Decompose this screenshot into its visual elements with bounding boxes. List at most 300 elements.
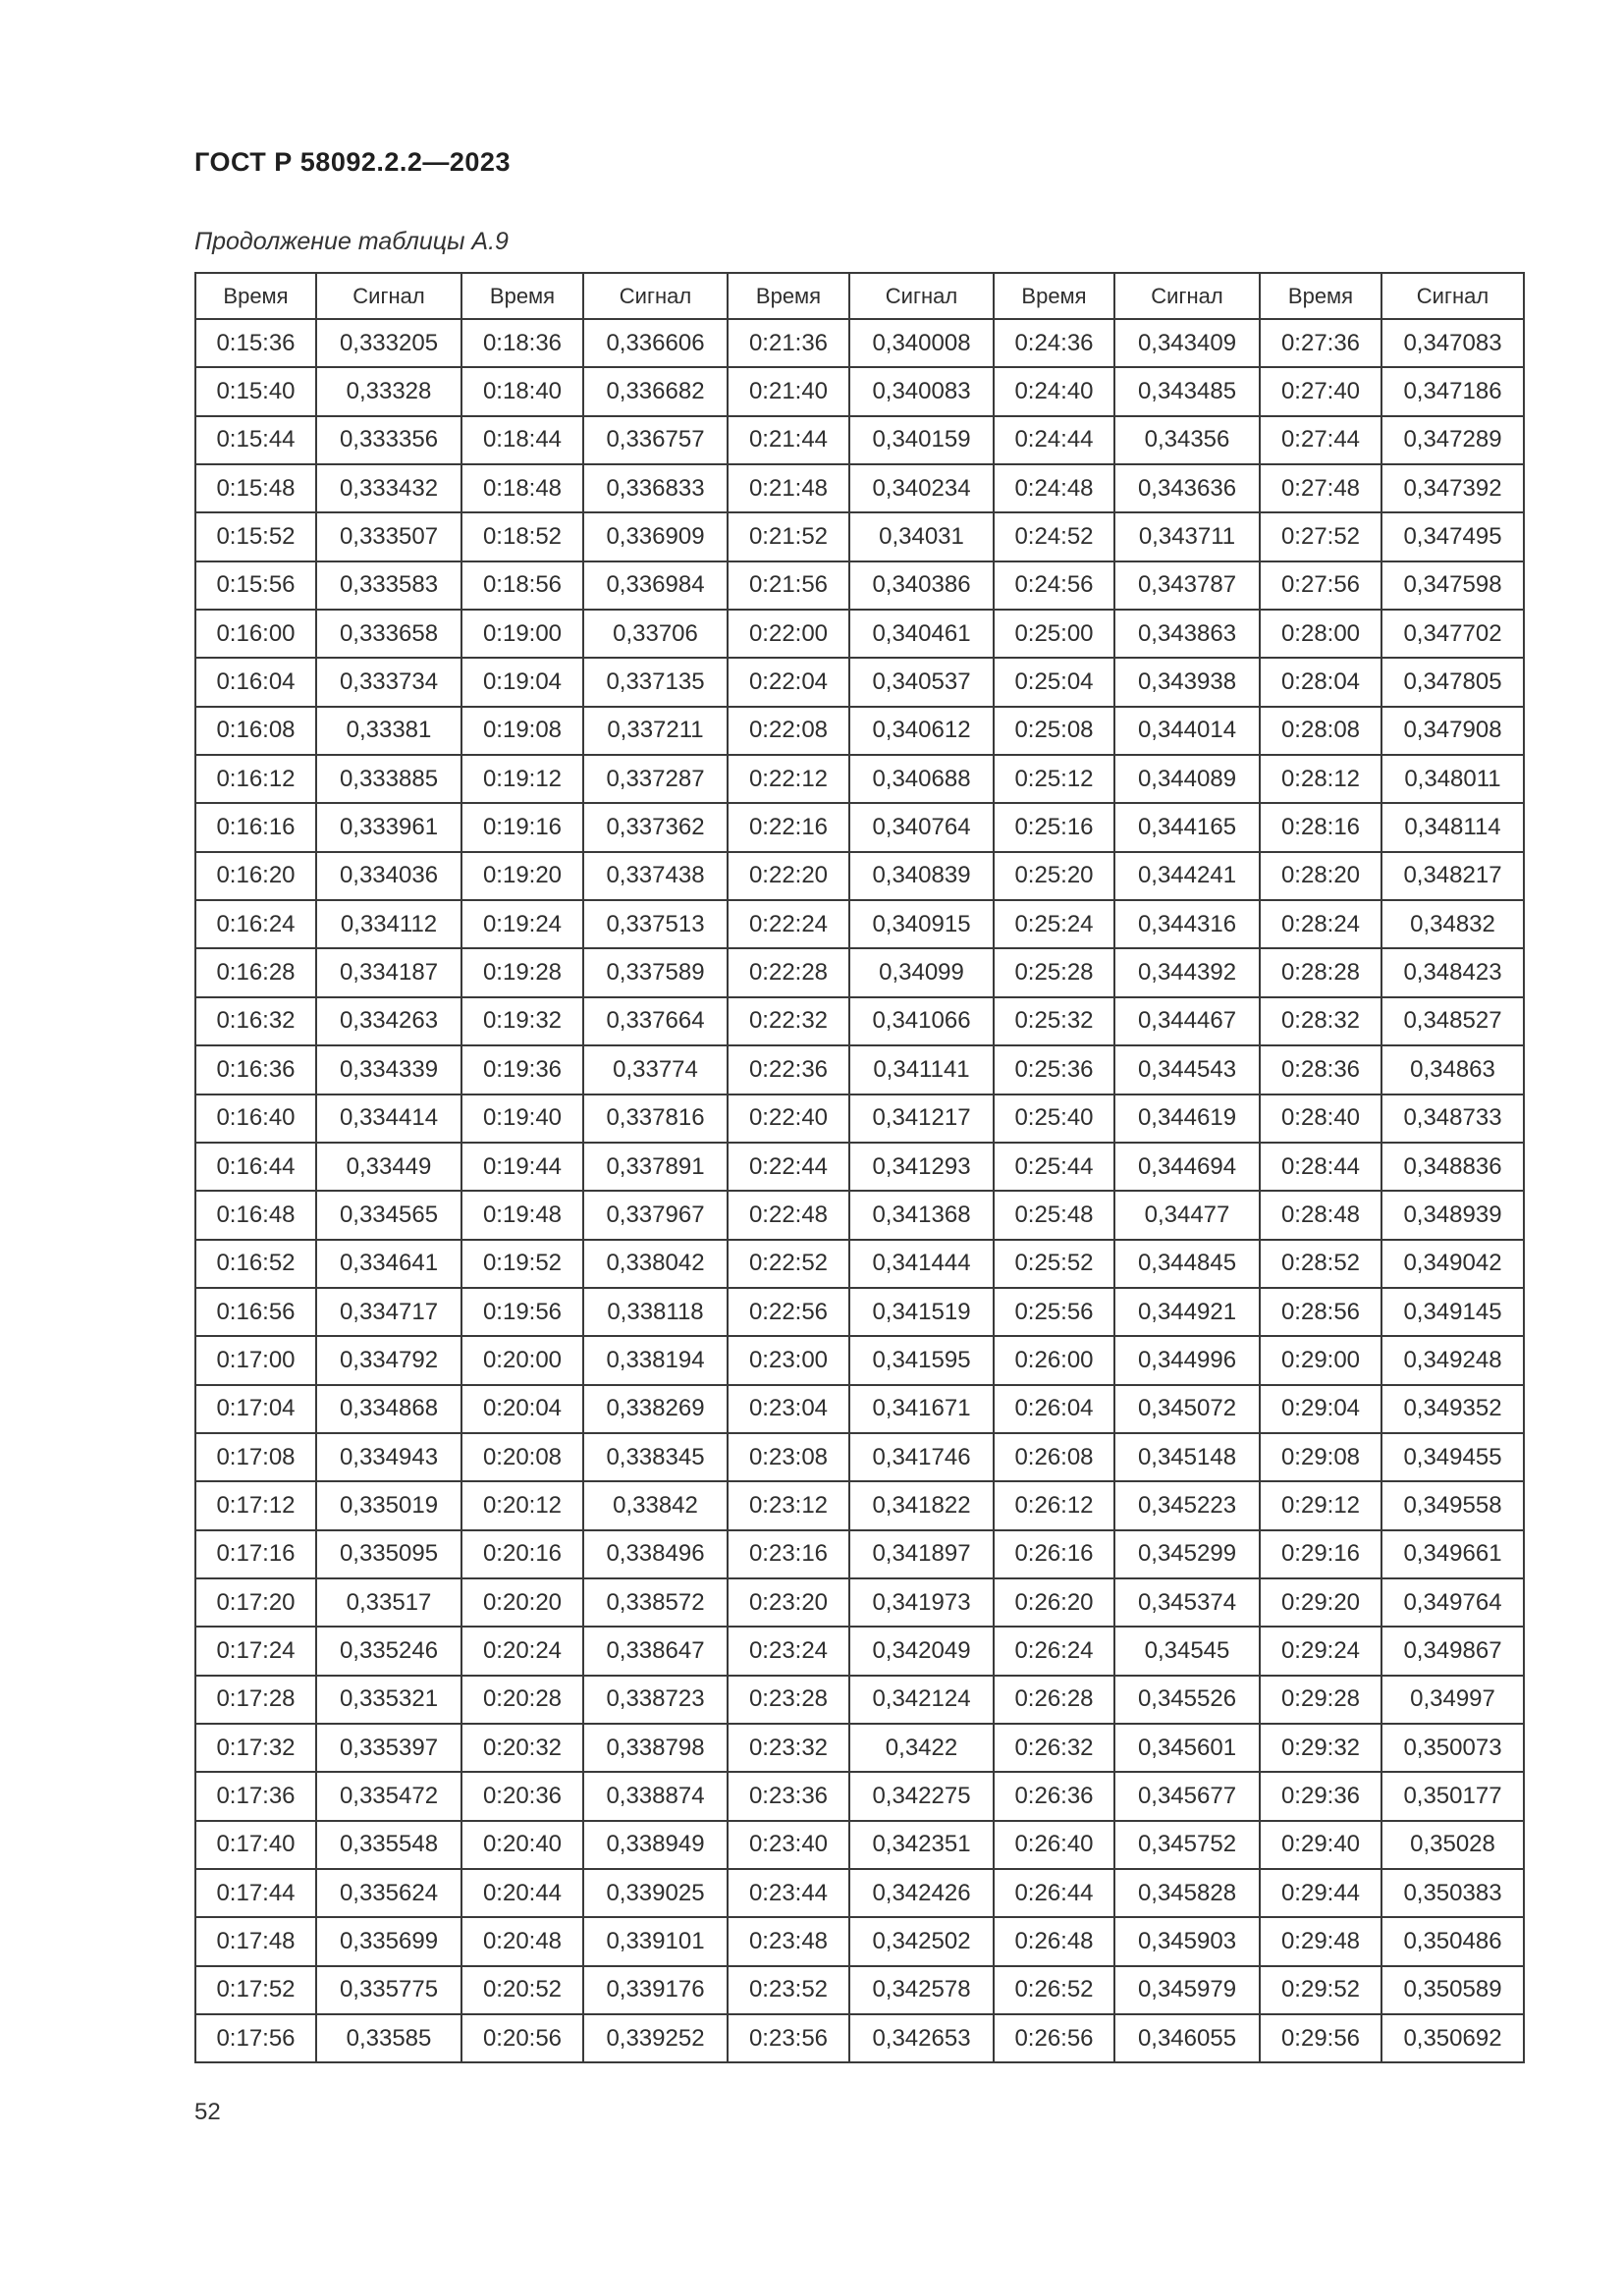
time-cell: 0:16:24 bbox=[195, 900, 316, 948]
signal-cell: 0,347289 bbox=[1381, 416, 1524, 464]
signal-cell: 0,335624 bbox=[316, 1869, 461, 1917]
time-cell: 0:18:56 bbox=[461, 561, 583, 610]
time-cell: 0:19:08 bbox=[461, 707, 583, 755]
time-cell: 0:19:16 bbox=[461, 803, 583, 851]
signal-cell: 0,33706 bbox=[583, 610, 728, 658]
signal-cell: 0,333356 bbox=[316, 416, 461, 464]
signal-cell: 0,346055 bbox=[1114, 2014, 1260, 2062]
time-cell: 0:26:40 bbox=[994, 1821, 1114, 1869]
signal-cell: 0,344921 bbox=[1114, 1288, 1260, 1336]
signal-cell: 0,333583 bbox=[316, 561, 461, 610]
table-row bbox=[195, 512, 1524, 561]
time-cell: 0:25:36 bbox=[994, 1045, 1114, 1094]
time-cell: 0:28:16 bbox=[1260, 803, 1381, 851]
table-header-row bbox=[195, 273, 1524, 319]
time-cell: 0:28:28 bbox=[1260, 948, 1381, 996]
time-cell: 0:20:16 bbox=[461, 1530, 583, 1578]
signal-cell: 0,350589 bbox=[1381, 1966, 1524, 2014]
signal-cell: 0,338269 bbox=[583, 1385, 728, 1433]
time-cell: 0:28:00 bbox=[1260, 610, 1381, 658]
signal-cell: 0,338042 bbox=[583, 1240, 728, 1288]
signal-cell: 0,335397 bbox=[316, 1724, 461, 1772]
signal-cell: 0,333885 bbox=[316, 755, 461, 803]
time-cell: 0:19:28 bbox=[461, 948, 583, 996]
time-cell: 0:27:56 bbox=[1260, 561, 1381, 610]
time-cell: 0:25:32 bbox=[994, 997, 1114, 1045]
table-row bbox=[195, 1045, 1524, 1094]
signal-cell: 0,343938 bbox=[1114, 658, 1260, 706]
signal-cell: 0,34997 bbox=[1381, 1676, 1524, 1724]
table-row bbox=[195, 367, 1524, 415]
table-row bbox=[195, 464, 1524, 512]
table-row bbox=[195, 1821, 1524, 1869]
signal-cell: 0,345828 bbox=[1114, 1869, 1260, 1917]
signal-cell: 0,341822 bbox=[849, 1481, 994, 1529]
time-cell: 0:20:36 bbox=[461, 1772, 583, 1820]
column-header-signal: Сигнал bbox=[583, 273, 728, 319]
time-cell: 0:23:12 bbox=[728, 1481, 849, 1529]
signal-cell: 0,334868 bbox=[316, 1385, 461, 1433]
table-row bbox=[195, 1240, 1524, 1288]
table-row bbox=[195, 1676, 1524, 1724]
signal-cell: 0,343636 bbox=[1114, 464, 1260, 512]
standard-code-title: ГОСТ Р 58092.2.2—2023 bbox=[194, 147, 511, 177]
table-row bbox=[195, 1143, 1524, 1191]
time-cell: 0:18:48 bbox=[461, 464, 583, 512]
signal-cell: 0,337438 bbox=[583, 852, 728, 900]
time-cell: 0:23:32 bbox=[728, 1724, 849, 1772]
signal-cell: 0,349042 bbox=[1381, 1240, 1524, 1288]
signal-cell: 0,348939 bbox=[1381, 1191, 1524, 1239]
signal-cell: 0,345752 bbox=[1114, 1821, 1260, 1869]
signal-cell: 0,338647 bbox=[583, 1627, 728, 1675]
signal-cell: 0,349248 bbox=[1381, 1336, 1524, 1384]
signal-cell: 0,335321 bbox=[316, 1676, 461, 1724]
signal-cell: 0,333658 bbox=[316, 610, 461, 658]
signal-cell: 0,349661 bbox=[1381, 1530, 1524, 1578]
time-cell: 0:18:36 bbox=[461, 319, 583, 367]
time-cell: 0:28:40 bbox=[1260, 1095, 1381, 1143]
signal-cell: 0,349867 bbox=[1381, 1627, 1524, 1675]
time-cell: 0:23:16 bbox=[728, 1530, 849, 1578]
time-cell: 0:20:28 bbox=[461, 1676, 583, 1724]
time-cell: 0:16:40 bbox=[195, 1095, 316, 1143]
time-cell: 0:26:44 bbox=[994, 1869, 1114, 1917]
table-row bbox=[195, 1966, 1524, 2014]
time-cell: 0:23:52 bbox=[728, 1966, 849, 2014]
time-cell: 0:27:36 bbox=[1260, 319, 1381, 367]
signal-cell: 0,335246 bbox=[316, 1627, 461, 1675]
signal-cell: 0,345903 bbox=[1114, 1917, 1260, 1965]
time-cell: 0:15:44 bbox=[195, 416, 316, 464]
time-cell: 0:23:08 bbox=[728, 1433, 849, 1481]
signal-cell: 0,344316 bbox=[1114, 900, 1260, 948]
time-cell: 0:15:56 bbox=[195, 561, 316, 610]
signal-cell: 0,344845 bbox=[1114, 1240, 1260, 1288]
signal-cell: 0,339252 bbox=[583, 2014, 728, 2062]
time-cell: 0:17:56 bbox=[195, 2014, 316, 2062]
signal-cell: 0,345601 bbox=[1114, 1724, 1260, 1772]
table-row bbox=[195, 948, 1524, 996]
signal-cell: 0,344543 bbox=[1114, 1045, 1260, 1094]
signal-cell: 0,344619 bbox=[1114, 1095, 1260, 1143]
signal-cell: 0,343711 bbox=[1114, 512, 1260, 561]
column-header-time: Время bbox=[195, 273, 316, 319]
time-cell: 0:25:28 bbox=[994, 948, 1114, 996]
time-cell: 0:29:16 bbox=[1260, 1530, 1381, 1578]
signal-cell: 0,337135 bbox=[583, 658, 728, 706]
signal-cell: 0,350073 bbox=[1381, 1724, 1524, 1772]
table-row bbox=[195, 561, 1524, 610]
time-cell: 0:26:08 bbox=[994, 1433, 1114, 1481]
signal-cell: 0,340537 bbox=[849, 658, 994, 706]
time-cell: 0:28:12 bbox=[1260, 755, 1381, 803]
time-cell: 0:22:48 bbox=[728, 1191, 849, 1239]
signal-cell: 0,337967 bbox=[583, 1191, 728, 1239]
column-header-time: Время bbox=[1260, 273, 1381, 319]
time-signal-table bbox=[194, 272, 1525, 2063]
signal-cell: 0,337513 bbox=[583, 900, 728, 948]
time-cell: 0:20:56 bbox=[461, 2014, 583, 2062]
time-cell: 0:28:56 bbox=[1260, 1288, 1381, 1336]
table-row bbox=[195, 852, 1524, 900]
time-cell: 0:21:52 bbox=[728, 512, 849, 561]
signal-cell: 0,335699 bbox=[316, 1917, 461, 1965]
time-cell: 0:22:40 bbox=[728, 1095, 849, 1143]
time-cell: 0:16:28 bbox=[195, 948, 316, 996]
signal-cell: 0,340386 bbox=[849, 561, 994, 610]
signal-cell: 0,350692 bbox=[1381, 2014, 1524, 2062]
time-cell: 0:29:48 bbox=[1260, 1917, 1381, 1965]
signal-cell: 0,336757 bbox=[583, 416, 728, 464]
signal-cell: 0,345299 bbox=[1114, 1530, 1260, 1578]
time-cell: 0:28:24 bbox=[1260, 900, 1381, 948]
time-cell: 0:26:16 bbox=[994, 1530, 1114, 1578]
signal-cell: 0,342124 bbox=[849, 1676, 994, 1724]
signal-cell: 0,344165 bbox=[1114, 803, 1260, 851]
time-cell: 0:22:36 bbox=[728, 1045, 849, 1094]
signal-cell: 0,342578 bbox=[849, 1966, 994, 2014]
time-cell: 0:28:32 bbox=[1260, 997, 1381, 1045]
signal-cell: 0,344392 bbox=[1114, 948, 1260, 996]
signal-cell: 0,338949 bbox=[583, 1821, 728, 1869]
signal-cell: 0,338572 bbox=[583, 1578, 728, 1627]
time-cell: 0:20:44 bbox=[461, 1869, 583, 1917]
time-cell: 0:17:24 bbox=[195, 1627, 316, 1675]
signal-cell: 0,338874 bbox=[583, 1772, 728, 1820]
signal-cell: 0,33517 bbox=[316, 1578, 461, 1627]
signal-cell: 0,340915 bbox=[849, 900, 994, 948]
time-cell: 0:24:56 bbox=[994, 561, 1114, 610]
table-row bbox=[195, 900, 1524, 948]
table-row bbox=[195, 997, 1524, 1045]
time-cell: 0:16:04 bbox=[195, 658, 316, 706]
time-cell: 0:22:12 bbox=[728, 755, 849, 803]
time-cell: 0:19:04 bbox=[461, 658, 583, 706]
signal-cell: 0,33774 bbox=[583, 1045, 728, 1094]
signal-cell: 0,347702 bbox=[1381, 610, 1524, 658]
signal-cell: 0,34545 bbox=[1114, 1627, 1260, 1675]
signal-cell: 0,341293 bbox=[849, 1143, 994, 1191]
signal-cell: 0,340461 bbox=[849, 610, 994, 658]
time-cell: 0:15:52 bbox=[195, 512, 316, 561]
time-cell: 0:17:04 bbox=[195, 1385, 316, 1433]
signal-cell: 0,348733 bbox=[1381, 1095, 1524, 1143]
column-header-signal: Сигнал bbox=[849, 273, 994, 319]
signal-cell: 0,333432 bbox=[316, 464, 461, 512]
signal-cell: 0,339176 bbox=[583, 1966, 728, 2014]
time-cell: 0:22:04 bbox=[728, 658, 849, 706]
signal-cell: 0,335775 bbox=[316, 1966, 461, 2014]
time-cell: 0:15:40 bbox=[195, 367, 316, 415]
table-row bbox=[195, 1336, 1524, 1384]
signal-cell: 0,34099 bbox=[849, 948, 994, 996]
time-cell: 0:27:48 bbox=[1260, 464, 1381, 512]
time-cell: 0:16:20 bbox=[195, 852, 316, 900]
time-cell: 0:22:56 bbox=[728, 1288, 849, 1336]
time-cell: 0:20:24 bbox=[461, 1627, 583, 1675]
time-cell: 0:23:56 bbox=[728, 2014, 849, 2062]
signal-cell: 0,334036 bbox=[316, 852, 461, 900]
signal-cell: 0,344241 bbox=[1114, 852, 1260, 900]
signal-cell: 0,34031 bbox=[849, 512, 994, 561]
time-cell: 0:29:52 bbox=[1260, 1966, 1381, 2014]
time-cell: 0:25:08 bbox=[994, 707, 1114, 755]
signal-cell: 0,34477 bbox=[1114, 1191, 1260, 1239]
signal-cell: 0,33449 bbox=[316, 1143, 461, 1191]
signal-cell: 0,342653 bbox=[849, 2014, 994, 2062]
signal-cell: 0,33842 bbox=[583, 1481, 728, 1529]
signal-cell: 0,345223 bbox=[1114, 1481, 1260, 1529]
signal-cell: 0,334112 bbox=[316, 900, 461, 948]
time-cell: 0:16:44 bbox=[195, 1143, 316, 1191]
signal-cell: 0,334943 bbox=[316, 1433, 461, 1481]
table-row bbox=[195, 319, 1524, 367]
table-row bbox=[195, 1530, 1524, 1578]
column-header-signal: Сигнал bbox=[1381, 273, 1524, 319]
time-cell: 0:20:04 bbox=[461, 1385, 583, 1433]
column-header-signal: Сигнал bbox=[316, 273, 461, 319]
signal-cell: 0,340234 bbox=[849, 464, 994, 512]
time-cell: 0:19:20 bbox=[461, 852, 583, 900]
time-cell: 0:28:44 bbox=[1260, 1143, 1381, 1191]
signal-cell: 0,338345 bbox=[583, 1433, 728, 1481]
table-row bbox=[195, 1917, 1524, 1965]
column-header-time: Время bbox=[461, 273, 583, 319]
time-cell: 0:24:36 bbox=[994, 319, 1114, 367]
time-cell: 0:19:32 bbox=[461, 997, 583, 1045]
signal-cell: 0,336682 bbox=[583, 367, 728, 415]
signal-cell: 0,3422 bbox=[849, 1724, 994, 1772]
time-cell: 0:28:52 bbox=[1260, 1240, 1381, 1288]
signal-cell: 0,348836 bbox=[1381, 1143, 1524, 1191]
column-header-time: Время bbox=[994, 273, 1114, 319]
time-cell: 0:26:12 bbox=[994, 1481, 1114, 1529]
column-header-time: Время bbox=[728, 273, 849, 319]
time-cell: 0:16:52 bbox=[195, 1240, 316, 1288]
signal-cell: 0,345677 bbox=[1114, 1772, 1260, 1820]
table-body bbox=[195, 319, 1524, 2062]
time-cell: 0:29:40 bbox=[1260, 1821, 1381, 1869]
time-cell: 0:26:24 bbox=[994, 1627, 1114, 1675]
signal-cell: 0,336606 bbox=[583, 319, 728, 367]
signal-cell: 0,347495 bbox=[1381, 512, 1524, 561]
signal-cell: 0,347598 bbox=[1381, 561, 1524, 610]
time-cell: 0:16:36 bbox=[195, 1045, 316, 1094]
time-cell: 0:21:40 bbox=[728, 367, 849, 415]
time-cell: 0:27:44 bbox=[1260, 416, 1381, 464]
time-cell: 0:19:44 bbox=[461, 1143, 583, 1191]
time-cell: 0:26:00 bbox=[994, 1336, 1114, 1384]
time-cell: 0:26:32 bbox=[994, 1724, 1114, 1772]
signal-cell: 0,341217 bbox=[849, 1095, 994, 1143]
signal-cell: 0,342275 bbox=[849, 1772, 994, 1820]
signal-cell: 0,340839 bbox=[849, 852, 994, 900]
signal-cell: 0,349145 bbox=[1381, 1288, 1524, 1336]
signal-cell: 0,344014 bbox=[1114, 707, 1260, 755]
page-number: 52 bbox=[194, 2099, 221, 2125]
signal-cell: 0,341595 bbox=[849, 1336, 994, 1384]
table-row bbox=[195, 803, 1524, 851]
table-row bbox=[195, 755, 1524, 803]
signal-cell: 0,340008 bbox=[849, 319, 994, 367]
time-cell: 0:29:28 bbox=[1260, 1676, 1381, 1724]
time-cell: 0:23:04 bbox=[728, 1385, 849, 1433]
time-cell: 0:28:20 bbox=[1260, 852, 1381, 900]
signal-cell: 0,349764 bbox=[1381, 1578, 1524, 1627]
time-cell: 0:29:12 bbox=[1260, 1481, 1381, 1529]
signal-cell: 0,337211 bbox=[583, 707, 728, 755]
time-cell: 0:29:24 bbox=[1260, 1627, 1381, 1675]
time-cell: 0:16:00 bbox=[195, 610, 316, 658]
time-cell: 0:21:48 bbox=[728, 464, 849, 512]
signal-cell: 0,335019 bbox=[316, 1481, 461, 1529]
signal-cell: 0,334717 bbox=[316, 1288, 461, 1336]
time-cell: 0:29:32 bbox=[1260, 1724, 1381, 1772]
signal-cell: 0,342502 bbox=[849, 1917, 994, 1965]
time-cell: 0:26:56 bbox=[994, 2014, 1114, 2062]
time-cell: 0:20:20 bbox=[461, 1578, 583, 1627]
signal-cell: 0,349558 bbox=[1381, 1481, 1524, 1529]
table-caption: Продолжение таблицы А.9 bbox=[194, 228, 509, 255]
signal-cell: 0,34832 bbox=[1381, 900, 1524, 948]
time-cell: 0:19:40 bbox=[461, 1095, 583, 1143]
signal-cell: 0,341066 bbox=[849, 997, 994, 1045]
signal-cell: 0,345526 bbox=[1114, 1676, 1260, 1724]
signal-cell: 0,337362 bbox=[583, 803, 728, 851]
signal-cell: 0,333734 bbox=[316, 658, 461, 706]
time-cell: 0:22:32 bbox=[728, 997, 849, 1045]
time-cell: 0:28:36 bbox=[1260, 1045, 1381, 1094]
time-cell: 0:22:16 bbox=[728, 803, 849, 851]
signal-cell: 0,348527 bbox=[1381, 997, 1524, 1045]
time-cell: 0:23:36 bbox=[728, 1772, 849, 1820]
signal-cell: 0,333205 bbox=[316, 319, 461, 367]
signal-cell: 0,338798 bbox=[583, 1724, 728, 1772]
signal-cell: 0,343485 bbox=[1114, 367, 1260, 415]
time-cell: 0:16:32 bbox=[195, 997, 316, 1045]
signal-cell: 0,334263 bbox=[316, 997, 461, 1045]
signal-cell: 0,344694 bbox=[1114, 1143, 1260, 1191]
signal-cell: 0,35028 bbox=[1381, 1821, 1524, 1869]
time-cell: 0:17:00 bbox=[195, 1336, 316, 1384]
time-cell: 0:16:48 bbox=[195, 1191, 316, 1239]
time-cell: 0:17:12 bbox=[195, 1481, 316, 1529]
signal-cell: 0,348423 bbox=[1381, 948, 1524, 996]
time-cell: 0:26:52 bbox=[994, 1966, 1114, 2014]
signal-cell: 0,34356 bbox=[1114, 416, 1260, 464]
signal-cell: 0,340159 bbox=[849, 416, 994, 464]
signal-cell: 0,341897 bbox=[849, 1530, 994, 1578]
signal-cell: 0,333507 bbox=[316, 512, 461, 561]
signal-cell: 0,343787 bbox=[1114, 561, 1260, 610]
time-cell: 0:25:52 bbox=[994, 1240, 1114, 1288]
signal-cell: 0,341973 bbox=[849, 1578, 994, 1627]
time-cell: 0:25:40 bbox=[994, 1095, 1114, 1143]
signal-cell: 0,350486 bbox=[1381, 1917, 1524, 1965]
time-cell: 0:26:20 bbox=[994, 1578, 1114, 1627]
table-row bbox=[195, 1191, 1524, 1239]
time-cell: 0:19:12 bbox=[461, 755, 583, 803]
column-header-signal: Сигнал bbox=[1114, 273, 1260, 319]
time-cell: 0:19:52 bbox=[461, 1240, 583, 1288]
time-cell: 0:19:48 bbox=[461, 1191, 583, 1239]
time-cell: 0:20:52 bbox=[461, 1966, 583, 2014]
signal-cell: 0,344467 bbox=[1114, 997, 1260, 1045]
time-cell: 0:28:08 bbox=[1260, 707, 1381, 755]
time-cell: 0:21:56 bbox=[728, 561, 849, 610]
time-cell: 0:20:48 bbox=[461, 1917, 583, 1965]
time-cell: 0:23:28 bbox=[728, 1676, 849, 1724]
signal-cell: 0,340612 bbox=[849, 707, 994, 755]
signal-cell: 0,338118 bbox=[583, 1288, 728, 1336]
signal-cell: 0,334414 bbox=[316, 1095, 461, 1143]
time-cell: 0:21:36 bbox=[728, 319, 849, 367]
time-cell: 0:25:16 bbox=[994, 803, 1114, 851]
signal-cell: 0,347805 bbox=[1381, 658, 1524, 706]
signal-cell: 0,336833 bbox=[583, 464, 728, 512]
time-cell: 0:22:52 bbox=[728, 1240, 849, 1288]
time-cell: 0:29:04 bbox=[1260, 1385, 1381, 1433]
table-row bbox=[195, 1869, 1524, 1917]
table-row bbox=[195, 416, 1524, 464]
time-cell: 0:15:36 bbox=[195, 319, 316, 367]
time-cell: 0:24:48 bbox=[994, 464, 1114, 512]
signal-cell: 0,345148 bbox=[1114, 1433, 1260, 1481]
signal-cell: 0,342049 bbox=[849, 1627, 994, 1675]
time-cell: 0:23:20 bbox=[728, 1578, 849, 1627]
signal-cell: 0,348011 bbox=[1381, 755, 1524, 803]
time-cell: 0:27:52 bbox=[1260, 512, 1381, 561]
time-cell: 0:22:08 bbox=[728, 707, 849, 755]
table-row bbox=[195, 707, 1524, 755]
signal-cell: 0,347908 bbox=[1381, 707, 1524, 755]
signal-cell: 0,342351 bbox=[849, 1821, 994, 1869]
signal-cell: 0,335548 bbox=[316, 1821, 461, 1869]
signal-cell: 0,343409 bbox=[1114, 319, 1260, 367]
table-row bbox=[195, 658, 1524, 706]
signal-cell: 0,336984 bbox=[583, 561, 728, 610]
time-cell: 0:18:52 bbox=[461, 512, 583, 561]
signal-cell: 0,340764 bbox=[849, 803, 994, 851]
signal-cell: 0,334792 bbox=[316, 1336, 461, 1384]
signal-cell: 0,336909 bbox=[583, 512, 728, 561]
signal-cell: 0,341671 bbox=[849, 1385, 994, 1433]
time-cell: 0:19:00 bbox=[461, 610, 583, 658]
table-row bbox=[195, 1772, 1524, 1820]
signal-cell: 0,339025 bbox=[583, 1869, 728, 1917]
signal-cell: 0,338194 bbox=[583, 1336, 728, 1384]
